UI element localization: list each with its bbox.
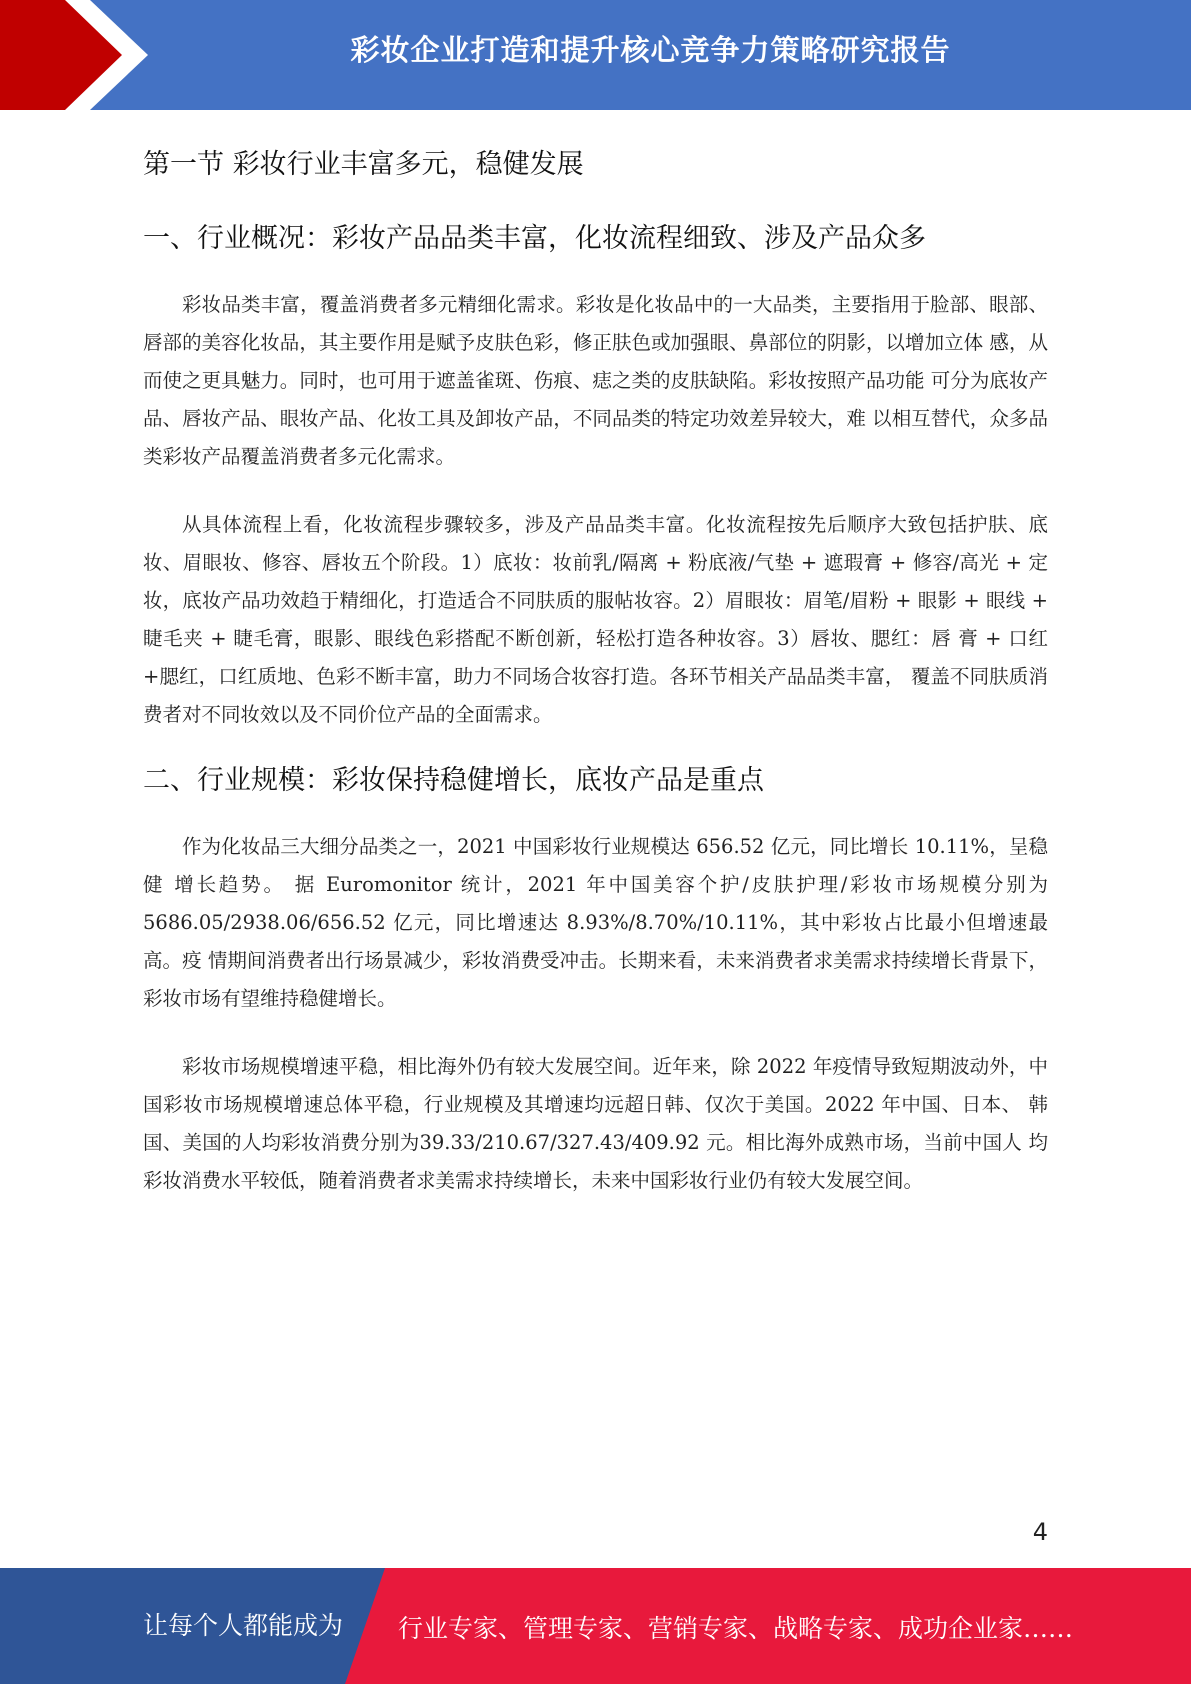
paragraph: 彩妆品类丰富，覆盖消费者多元精细化需求。彩妆是化妆品中的一大品类，主要指用于脸部、眼部、 唇部的美容化妆品，其主要作用是赋予皮肤色彩，修正肤色或加强眼、鼻部位的阴影，以增加立体 感，从而使之更具魅力。同时，也可用于遮盖雀斑、伤痕、痣之类的皮肤缺陷。彩妆按照产品功能 可分为底妆产品、唇妆产品、眼妆产品、化妆工具及卸妆产品，不同品类的特定功效差异较大，难 以相互替代，众多品类彩妆产品覆盖消费者多元化需求。 [143,293,1048,468]
page-number: 4 [1032,1518,1048,1546]
paragraph: 从具体流程上看，化妆流程步骤较多，涉及产品品类丰富。化妆流程按先后顺序大致包括护肤、底 妆、眉眼妆、修容、唇妆五个阶段。1）底妆：妆前乳/隔离 + 粉底液/气垫 + 遮瑕膏 + 修容/高光 + 定妆，底妆产品功效趋于精细化，打造适合不同肤质的服帖妆容。2）眉眼妆：眉笔/眉粉 + 眼影 + 眼线 + 睫毛夹 + 睫毛膏，眼影、眼线色彩搭配不断创新，轻松打造各种妆容。3）唇妆、腮红：唇 膏 + 口红+腮红，口红质地、色彩不断丰富，助力不同场合妆容打造。各环节相关产品品类丰富， 覆盖不同肤质消费者对不同妆效以及不同价位产品的全面需求。 [143,513,1048,726]
footer-slogan-left: 让每个人都能成为 [143,1611,344,1640]
header-band [0,0,1191,110]
section-title: 第一节 彩妆行业丰富多元，稳健发展 [143,149,584,180]
footer-slogan-right: 行业专家、管理专家、营销专家、战略专家、成功企业家…… [398,1614,1074,1643]
main-content [143,118,1048,1230]
header-chevron-decoration [0,0,160,110]
paragraph: 彩妆市场规模增速平稳，相比海外仍有较大发展空间。近年来，除 2022 年疫情导致短期波动外，中 国彩妆市场规模增速总体平稳，行业规模及其增速均远超日韩、仅次于美国。2022 年中国、日本、 韩国、美国的人均彩妆消费分别为39.33/210.67/327.43/409.92 元。相比海外成熟市场，当前中国人 均彩妆消费水平较低，随着消费者求美需求持续增长，未来中国彩妆行业仍有较大发展空间。 [143,1055,1048,1192]
heading-industry-overview: 一、行业概况：彩妆产品品类丰富，化妆流程细致、涉及产品众多 [143,223,926,254]
footer-band [0,1568,1191,1684]
paragraph: 作为化妆品三大细分品类之一，2021 中国彩妆行业规模达 656.52 亿元，同比增长 10.11%，呈稳健 增长趋势。 据 Euromonitor 统计，2021 年中国美容个护/皮肤护理/彩妆市场规模分别为5686.05/2938.06/656.52 亿元，同比增速达 8.93%/8.70%/10.11%，其中彩妆占比最小但增速最高。疫 情期间消费者出行场景减少，彩妆消费受冲击。长期来看，未来消费者求美需求持续增长背景下， 彩妆市场有望维持稳健增长。 [143,835,1048,1010]
report-title: 彩妆企业打造和提升核心竞争力策略研究报告 [350,33,951,67]
heading-industry-scale: 二、行业规模：彩妆保持稳健增长，底妆产品是重点 [143,765,764,796]
